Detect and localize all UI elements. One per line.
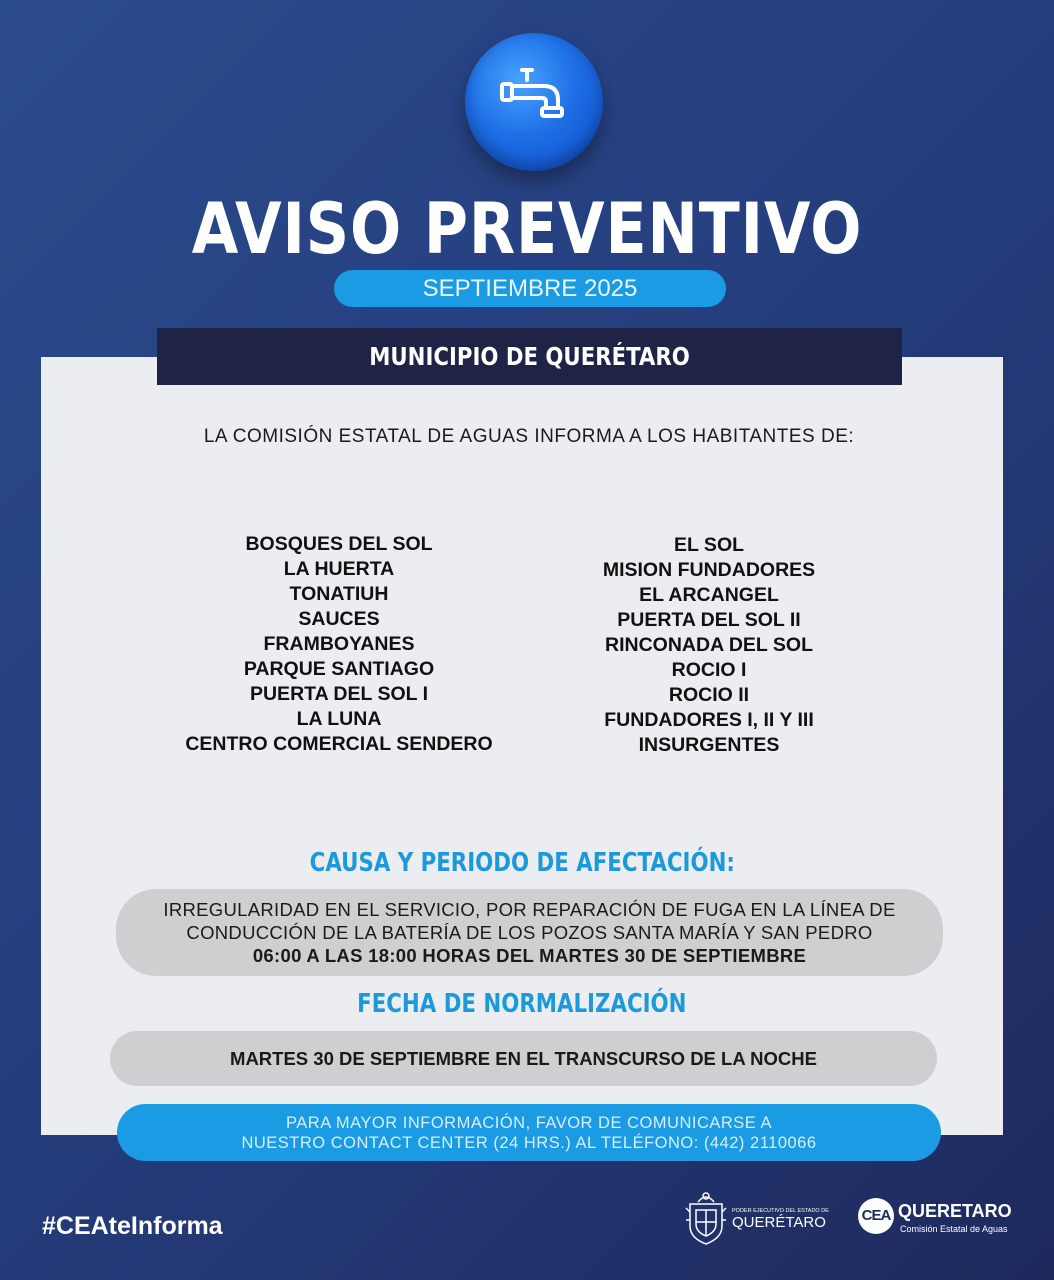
list-item: LA HUERTA (283, 558, 395, 580)
list-item: RINCONADA DEL SOL (604, 634, 813, 656)
list-item: TONATIUH (289, 583, 389, 605)
cause-heading-label: CAUSA Y PERIODO DE AFECTACIÓN: (309, 848, 735, 878)
neighborhood-list-right (499, 533, 919, 758)
page-title: AVISO PREVENTIVO (191, 188, 863, 270)
state-emblem-icon (684, 1190, 728, 1246)
list-item: FRAMBOYANES (263, 633, 415, 655)
cause-box (116, 889, 943, 976)
list-item: EL SOL (673, 534, 745, 556)
cea-logo (858, 1198, 1012, 1242)
government-name: QUERÉTARO (732, 1214, 826, 1231)
contact-banner (117, 1104, 941, 1161)
date-badge: SEPTIEMBRE 2025 (334, 270, 726, 307)
government-label: PODER EJECUTIVO DEL ESTADO DE (732, 1208, 829, 1214)
faucet-badge (465, 33, 603, 171)
contact-line: NUESTRO CONTACT CENTER (24 HRS.) AL TELÉFONO: (442) 2110066 (241, 1134, 817, 1152)
normalization-heading (41, 989, 1003, 1019)
cause-line: IRREGULARIDAD EN EL SERVICIO, POR REPARACIÓN DE FUGA EN LA LÍNEA DE (163, 899, 896, 920)
list-item: LA LUNA (296, 708, 382, 730)
cause-line: CONDUCCIÓN DE LA BATERÍA DE LOS POZOS SANTA MARÍA Y SAN PEDRO (186, 922, 873, 943)
government-logo (684, 1190, 829, 1248)
cea-mark-icon: CEA (858, 1198, 894, 1234)
normalization-box: MARTES 30 DE SEPTIEMBRE EN EL TRANSCURSO DE LA NOCHE (110, 1031, 937, 1086)
cea-subtitle: Comisión Estatal de Aguas (900, 1224, 1008, 1234)
list-item: SAUCES (298, 608, 380, 630)
municipality-header (157, 328, 902, 385)
list-item: ROCIO II (668, 684, 750, 706)
list-item: PUERTA DEL SOL II (617, 609, 801, 631)
list-item: FUNDADORES I, II Y III (604, 709, 814, 731)
cea-name: QUERETARO (898, 1201, 1012, 1221)
intro-text: LA COMISIÓN ESTATAL DE AGUAS INFORMA A LOS HABITANTES DE: (203, 426, 855, 447)
normalization-heading-label: FECHA DE NORMALIZACIÓN (357, 989, 687, 1019)
contact-line: PARA MAYOR INFORMACIÓN, FAVOR DE COMUNICARSE A (286, 1114, 772, 1132)
list-item: PUERTA DEL SOL I (249, 683, 429, 705)
list-item: INSURGENTES (638, 734, 780, 756)
list-item: EL ARCANGEL (639, 584, 779, 606)
cause-heading (41, 848, 1003, 878)
list-item: CENTRO COMERCIAL SENDERO (185, 733, 493, 755)
list-item: MISION FUNDADORES (602, 559, 816, 581)
neighborhood-list-left (129, 532, 549, 757)
cause-period: 06:00 A LAS 18:00 HORAS DEL MARTES 30 DE SEPTIEMBRE (252, 945, 807, 966)
list-item: BOSQUES DEL SOL (245, 533, 433, 555)
faucet-icon (498, 66, 570, 138)
list-item: PARQUE SANTIAGO (243, 658, 435, 680)
municipality-label: MUNICIPIO DE QUERÉTARO (369, 342, 690, 371)
hashtag: #CEAteInforma (42, 1212, 223, 1240)
list-item: ROCIO I (671, 659, 747, 681)
